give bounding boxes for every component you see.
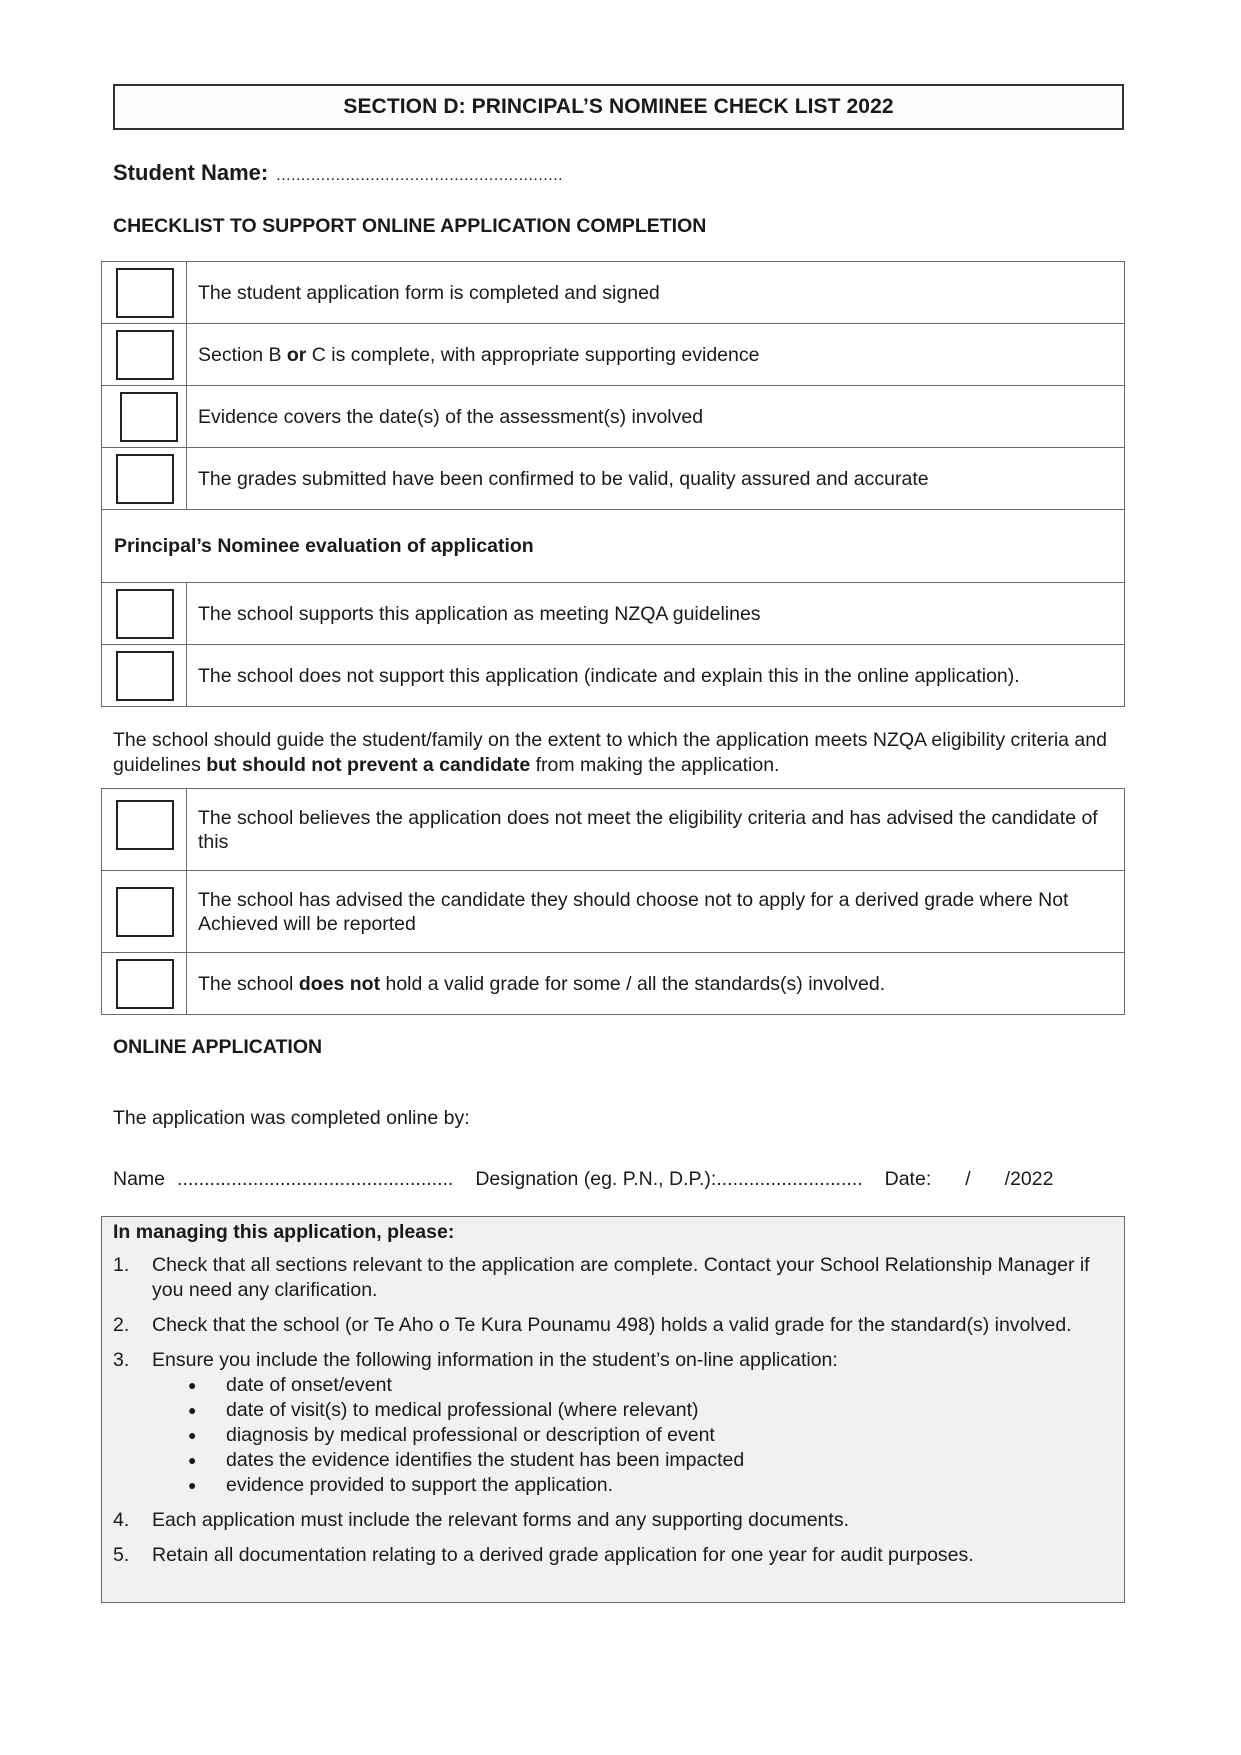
item-number: 2. — [113, 1314, 130, 1336]
bullet-item — [188, 1398, 1113, 1423]
advice-row — [102, 953, 1125, 1015]
item-number: 3. — [113, 1349, 130, 1371]
item-number: 5. — [113, 1544, 130, 1566]
instructions-list — [113, 1253, 1113, 1578]
advice-item-text: The school believes the application does not meet the eligibility criteria and has advised the candidate of this — [187, 789, 1125, 871]
evaluation-item-text: The school supports this application as meeting NZQA guidelines — [187, 583, 1125, 645]
instruction-item — [113, 1348, 1113, 1498]
evaluation-item-text: The school does not support this application (indicate and explain this in the online application). — [187, 645, 1125, 707]
guidance-paragraph — [113, 728, 1113, 778]
checkbox[interactable] — [116, 800, 174, 850]
advice-table — [101, 788, 1125, 1015]
checkbox[interactable] — [116, 887, 174, 937]
date-label: Date: — [884, 1168, 932, 1190]
bullet-text: evidence provided to support the application. — [226, 1474, 614, 1496]
item-text: Check that the school (or Te Aho o Te Kura Pounamu 498) holds a valid grade for the standard(s) involved. — [152, 1314, 1072, 1336]
name-label: Name — [113, 1168, 166, 1190]
name-field[interactable]: ................................................... — [177, 1168, 454, 1190]
text-bold: does not — [298, 972, 381, 995]
text-segment: from making the application. — [530, 754, 780, 776]
page-title: SECTION D: PRINCIPAL’S NOMINEE CHECK LIST 2022 — [343, 95, 894, 118]
bullet-item — [188, 1423, 1113, 1448]
checkbox[interactable] — [116, 268, 174, 318]
bullet-icon: ● — [188, 1427, 197, 1443]
item-text: Check that all sections relevant to the application are complete. Contact your School Relationship Manager if you need any clarification. — [152, 1254, 1090, 1301]
instructions-heading: In managing this application, please: — [113, 1221, 455, 1243]
checklist-row — [102, 324, 1125, 386]
bullet-text: diagnosis by medical professional or description of event — [226, 1424, 715, 1446]
date-year[interactable]: /2022 — [1004, 1168, 1054, 1190]
text-segment: Section B — [198, 343, 287, 366]
text-bold: but should not prevent a candidate — [206, 754, 531, 776]
bullet-list — [152, 1373, 1113, 1498]
advice-item-text — [187, 953, 1125, 1015]
advice-row — [102, 789, 1125, 871]
evaluation-row — [102, 583, 1125, 645]
instruction-item — [113, 1508, 1113, 1533]
item-number: 4. — [113, 1509, 130, 1531]
checklist-row — [102, 386, 1125, 448]
advice-item-text: The school has advised the candidate they should choose not to apply for a derived grade where Not Achieved will be reported — [187, 871, 1125, 953]
item-text: Each application must include the relevant forms and any supporting documents. — [152, 1509, 849, 1531]
checklist-row — [102, 448, 1125, 510]
checklist-heading: CHECKLIST TO SUPPORT ONLINE APPLICATION COMPLETION — [113, 215, 707, 237]
bullet-icon: ● — [188, 1402, 197, 1418]
item-text: Retain all documentation relating to a derived grade application for one year for audit purposes. — [152, 1544, 974, 1566]
online-application-fields — [113, 1168, 1125, 1191]
instruction-item — [113, 1253, 1113, 1303]
student-name-field[interactable]: .......................................................... — [276, 167, 564, 184]
evaluation-row — [102, 645, 1125, 707]
bullet-icon: ● — [188, 1377, 197, 1393]
student-name-label: Student Name: — [113, 160, 269, 185]
evaluation-heading: Principal’s Nominee evaluation of application — [102, 510, 1125, 583]
instruction-item — [113, 1543, 1113, 1568]
item-number: 1. — [113, 1254, 130, 1276]
designation-field[interactable]: ........................... — [716, 1168, 863, 1190]
text-segment: The school — [198, 972, 299, 995]
text-bold: or — [286, 343, 307, 366]
checklist-item-text: The student application form is completed and signed — [187, 262, 1125, 324]
date-separator[interactable]: / — [965, 1168, 971, 1190]
checkbox[interactable] — [120, 392, 178, 442]
bullet-item — [188, 1473, 1113, 1498]
checklist-item-text: The grades submitted have been confirmed to be valid, quality assured and accurate — [187, 448, 1125, 510]
checkbox[interactable] — [116, 651, 174, 701]
checklist-row — [102, 262, 1125, 324]
evaluation-heading-row — [102, 510, 1125, 583]
instructions-box — [101, 1216, 1125, 1603]
checkbox[interactable] — [116, 589, 174, 639]
bullet-icon: ● — [188, 1452, 197, 1468]
designation-label: Designation (eg. P.N., D.P.): — [475, 1168, 717, 1190]
text-segment: C is complete, with appropriate supporting evidence — [306, 343, 760, 366]
text-segment: The school should guide the student/family on the extent to which the application meets NZQA eligibility criteria and guidelines — [113, 729, 1107, 776]
instruction-item — [113, 1313, 1113, 1338]
text-segment: hold a valid grade for some / all the standards(s) involved. — [380, 972, 886, 995]
bullet-text: date of visit(s) to medical professional (where relevant) — [226, 1399, 699, 1421]
advice-row — [102, 871, 1125, 953]
checklist-item-text — [187, 324, 1125, 386]
title-box — [113, 84, 1124, 130]
completed-by-label: The application was completed online by: — [113, 1107, 470, 1129]
bullet-item — [188, 1373, 1113, 1398]
checklist-item-text: Evidence covers the date(s) of the assessment(s) involved — [187, 386, 1125, 448]
checkbox[interactable] — [116, 454, 174, 504]
bullet-item — [188, 1448, 1113, 1473]
online-application-heading: ONLINE APPLICATION — [113, 1036, 323, 1058]
bullet-text: date of onset/event — [226, 1374, 392, 1396]
checkbox[interactable] — [116, 959, 174, 1009]
checklist-table — [101, 261, 1125, 707]
bullet-icon: ● — [188, 1477, 197, 1493]
student-name-row — [113, 160, 563, 186]
bullet-text: dates the evidence identifies the student has been impacted — [226, 1449, 745, 1471]
checkbox[interactable] — [116, 330, 174, 380]
item-text: Ensure you include the following information in the student’s on-line application: — [152, 1349, 838, 1371]
